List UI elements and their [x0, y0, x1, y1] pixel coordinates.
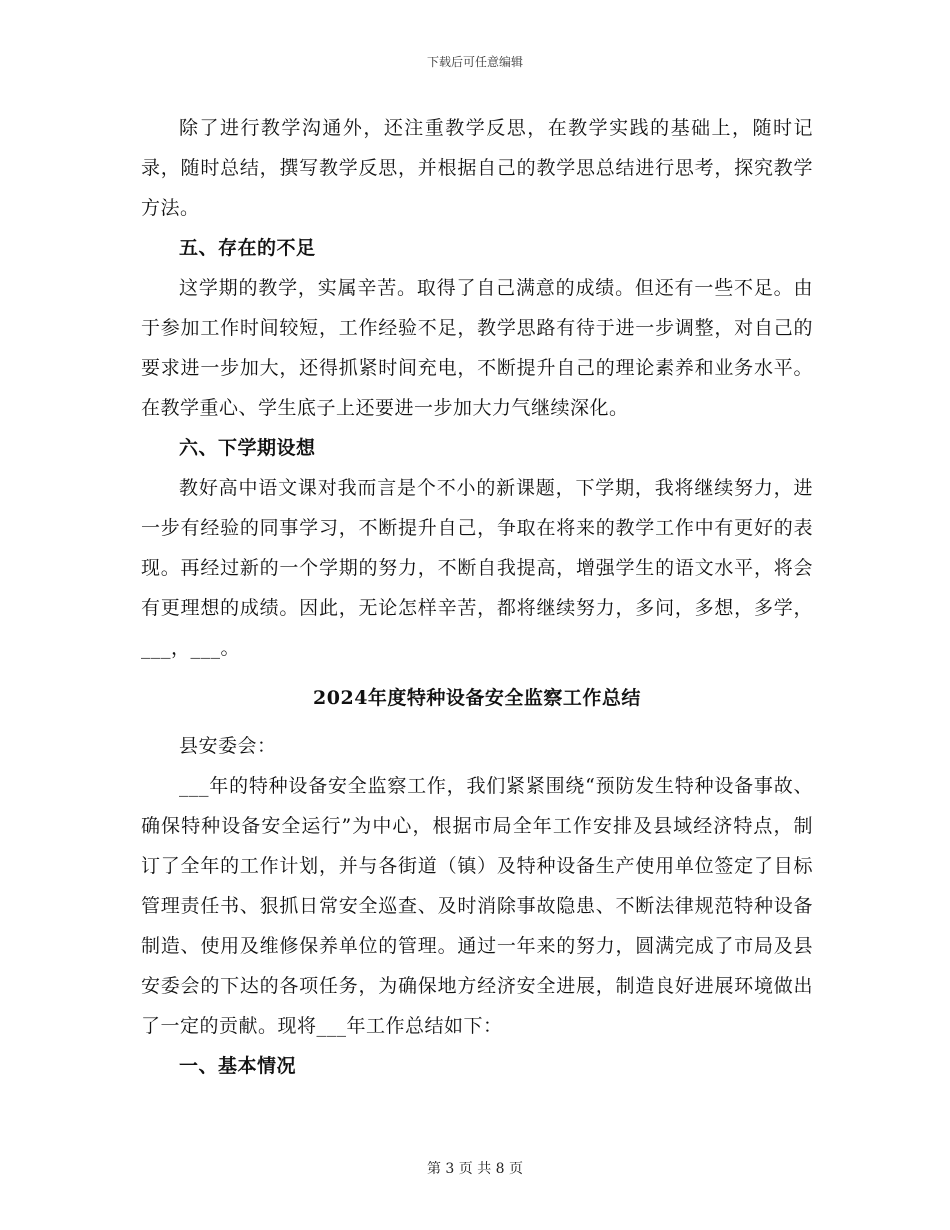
page-header-note: 下载后可任意编辑	[426, 55, 523, 69]
paragraph-shortcomings: 这学期的教学，实属辛苦。取得了自己满意的成绩。但还有一些不足。由于参加工作时间较短，工作经验不足，教学思路有待于进一步调整，对自己的要求进一步加大，还得抓紧时间充电，不断提升自己的理论素养和业务水平。在教学重心、学生底子上还要进一步加大力气继续深化。	[141, 277, 813, 419]
document-body	[141, 108, 813, 1086]
paragraph-intro: ___年的特种设备安全监察工作，我们紧紧围绕“预防发生特种设备事故、确保特种设备安全运行”为中心，根据市局全年工作安排及县域经济特点，制订了全年的工作计划，并与各街道（镇）及特种设备生产使用单位签定了目标管理责任书、狠抓日常安全巡查、及时消除事故隐患、不断法律规范特种设备制造、使用及维修保养单位的管理。通过一年来的努力，圆满完成了市局及县安委会的下达的各项任务，为确保地方经济安全进展，制造良好进展环境做出了一定的贡献。现将___年工作总结如下：	[141, 775, 813, 1037]
page-number: 第 3 页 共 8 页	[426, 1161, 524, 1177]
paragraph-teaching-reflection: 除了进行教学沟通外，还注重教学反思，在教学实践的基础上，随时记录，随时总结，撰写教学反思，并根据自己的教学思总结进行思考，探究教学方法。	[141, 117, 813, 219]
section-heading-next-term: 六、下学期设想	[179, 437, 316, 459]
section-heading-basic: 一、基本情况	[179, 1055, 297, 1077]
paragraph-next-term: 教好高中语文课对我而言是个不小的新课题，下学期，我将继续努力，进一步有经验的同事学习，不断提升自己，争取在将来的教学工作中有更好的表现。再经过新的一个学期的努力，不断自我提高，增强学生的语文水平，将会有更理想的成绩。因此，无论怎样辛苦，都将继续努力，多问，多想，多学，___，___。	[141, 477, 813, 659]
addressee: 县安委会：	[179, 735, 277, 757]
section-heading-shortcomings: 五、存在的不足	[179, 237, 316, 259]
document-title: 2024年度特种设备安全监察工作总结	[313, 687, 641, 709]
